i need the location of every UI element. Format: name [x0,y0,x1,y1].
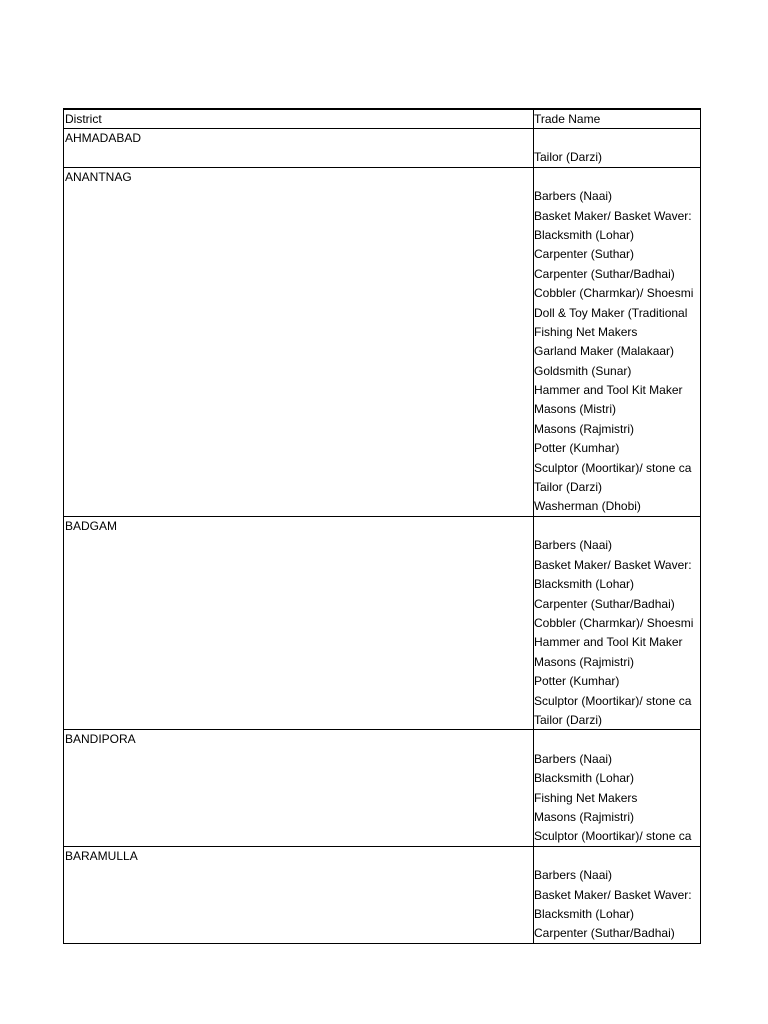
table-row [64,847,700,944]
trade-name-item [534,168,700,187]
trade-name-item: Washerman (Dhobi) [534,499,641,514]
trade-name-item [534,730,700,749]
trade-name-item: Basket Maker/ Basket Waver: [534,557,692,572]
district-cell: BANDIPORA [65,732,136,747]
trade-name-item [534,847,700,866]
table-row [64,730,700,846]
district-header: District [65,112,102,126]
trade-name-item: Masons (Rajmistri) [534,421,635,436]
trade-name-item: Carpenter (Suthar) [534,247,635,262]
table-row [64,168,700,517]
trade-name-item: Hammer and Tool Kit Maker [534,383,683,398]
trade-name-item [534,129,700,148]
trade-name-item: Garland Maker (Malakaar) [534,344,675,359]
trade-name-item: Blacksmith (Lohar) [534,227,635,242]
trade-name-item: Goldsmith (Sunar) [534,363,632,378]
district-cell: BADGAM [65,518,118,533]
table-row [64,129,700,168]
trade-name-item: Cobbler (Charmkar)/ Shoesmi [534,286,694,301]
trade-name-item: Barbers (Naai) [534,751,613,766]
trade-name-item: Potter (Kumhar) [534,674,620,689]
trade-name-item: Blacksmith (Lohar) [534,577,635,592]
trade-name-item: Tailor (Darzi) [534,712,603,727]
trade-name-item: Blacksmith (Lohar) [534,906,635,921]
trade-list-cell [534,168,700,517]
trade-name-item [534,517,700,536]
table-body [64,129,700,944]
district-cell: BARAMULLA [65,848,138,863]
trade-name-item: Barbers (Naai) [534,189,613,204]
trade-name-item: Hammer and Tool Kit Maker [534,635,683,650]
table-row [64,517,700,730]
trade-name-item: Tailor (Darzi) [534,150,603,165]
trade-name-item: Masons (Rajmistri) [534,654,635,669]
trade-name-item: Barbers (Naai) [534,868,613,883]
trade-name-header: Trade Name [534,112,601,126]
trade-name-item: Fishing Net Makers [534,324,638,339]
trade-name-item: Basket Maker/ Basket Waver: [534,208,692,223]
trade-name-item: Masons (Mistri) [534,402,617,417]
trade-name-item: Doll & Toy Maker (Traditional [534,305,688,320]
trade-name-item: Carpenter (Suthar/Badhai) [534,926,675,941]
trade-name-item: Tailor (Darzi) [534,480,603,495]
trade-name-item: Masons (Rajmistri) [534,809,635,824]
trade-list-cell [534,129,700,168]
trade-name-item: Fishing Net Makers [534,790,638,805]
trade-name-item: Sculptor (Moortikar)/ stone ca [534,460,692,475]
trade-name-item: Blacksmith (Lohar) [534,771,635,786]
trade-list-cell [534,847,700,944]
trade-name-item: Sculptor (Moortikar)/ stone ca [534,829,692,844]
spreadsheet-table [63,108,701,944]
trade-name-item: Sculptor (Moortikar)/ stone ca [534,693,692,708]
trade-list-cell [534,730,700,846]
trade-name-item: Cobbler (Charmkar)/ Shoesmi [534,615,694,630]
trade-name-item: Basket Maker/ Basket Waver: [534,887,692,902]
trade-name-item: Carpenter (Suthar/Badhai) [534,596,675,611]
trade-list-cell [534,517,700,730]
district-cell: AHMADABAD [65,131,142,145]
trade-name-item: Potter (Kumhar) [534,441,620,456]
district-cell: ANANTNAG [65,169,132,184]
trade-name-item: Carpenter (Suthar/Badhai) [534,266,675,281]
header-row [64,110,700,129]
trade-name-item: Barbers (Naai) [534,538,613,553]
